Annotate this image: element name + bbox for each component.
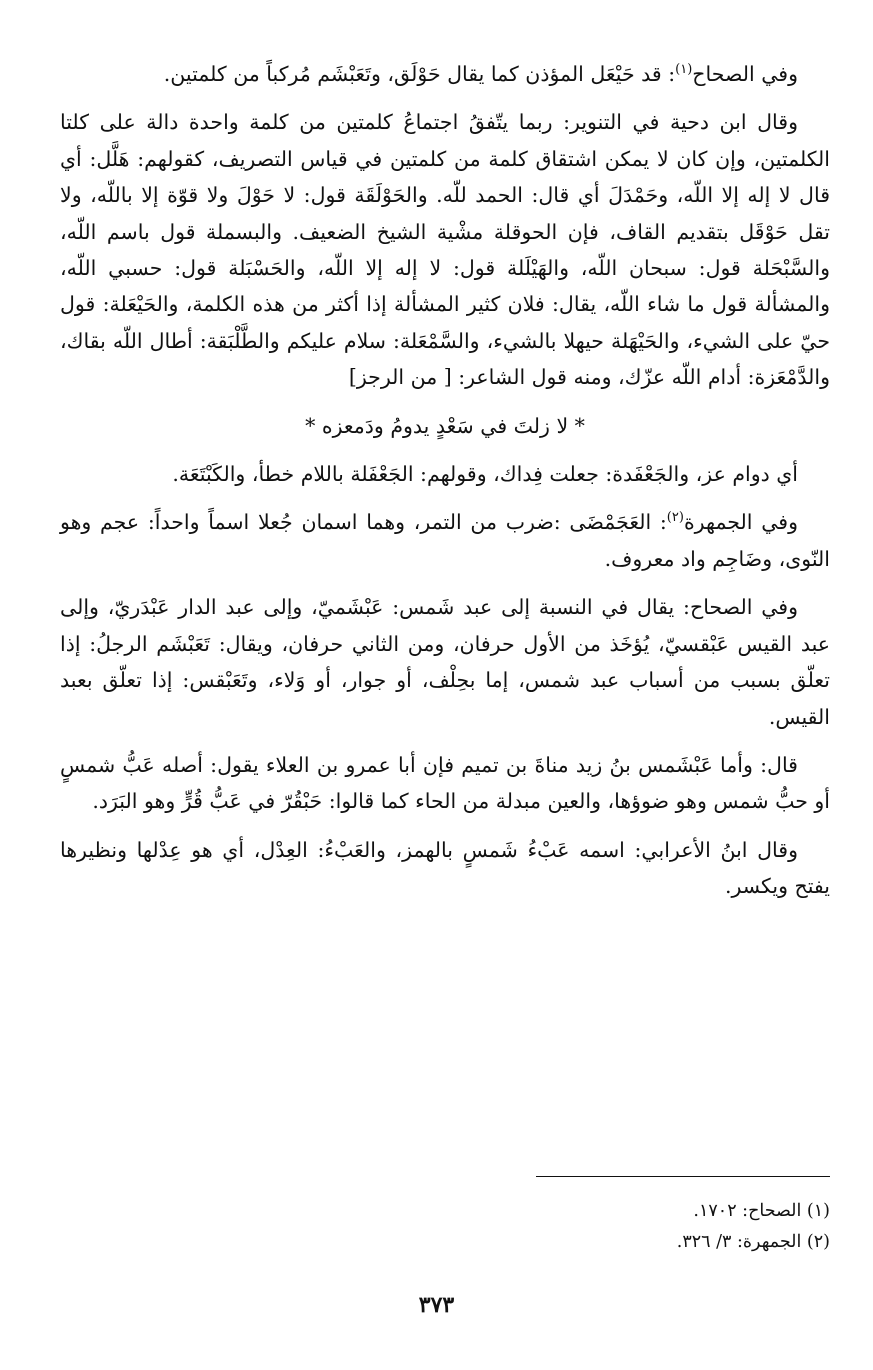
paragraph-abshams: قال: وأما عَبْشَمس بنُ زيد مناةَ بن تميم فإن أبا عمرو بن العلاء يقول: أصله عَبُّ شمسٍ أو حبُّ شمس وهو ضوؤها، والعين مبدلة من الحاء كما قالوا: حَبْقُرّ في عَبُّ قُرٍّ وهو البَرَد. <box>60 752 830 814</box>
paragraph-jafada: أي دوام عز، والجَعْفَدة: جعلت فِداك، وقولهم: الجَعْفَلة باللام خطأ، والكَبْتَعَة. <box>172 462 798 487</box>
paragraph-ibn-arabi: وقال ابنُ الأعرابي: اسمه عَبْءُ شَمسٍ بالهمز، والعَبْءُ: العِدْل، أي هو عِدْلها ونظيرها يفتح ويكسر. <box>60 837 830 899</box>
footnotes <box>60 1196 830 1258</box>
paragraph-nisba: وفي الصحاح: يقال في النسبة إلى عبد شَمس: عَبْشَميّ، وإلى عبد الدار عَبْدَريّ، وإلى عبد القيس عَبْقسيّ، يُؤخَذ من الأول حرفان، ومن الثاني حرفان، ويقال: تَعَبْشَم الرجلُ: إذا تعلّق بسبب من أسباب عبد شمس، إما بحِلْف، أو جوار، أو وَلاء، وتَعَبْقس: إذا تعلّق بعبد القيس. <box>60 595 830 729</box>
footnote-ref-2: (٢) <box>666 510 684 526</box>
main-text <box>60 56 830 917</box>
footnote-divider <box>536 1176 830 1177</box>
page-number: ٣٧٣ <box>418 1292 455 1318</box>
footnote-1: (١) الصحاح: ١٧٠٢. <box>693 1201 830 1221</box>
verse-line: * لا زلتَ في سَعْدٍ يدومُ ودَمعزه * <box>305 413 585 438</box>
paragraph-text-start: وفي الصحاح <box>692 62 798 86</box>
paragraph-text-end: : العَجَمْضَى :ضرب من التمر، وهما اسمان جُعلا اسماً واحداً: عجم وهو النّوى، وضَاجِم واد معروف. <box>60 510 830 571</box>
paragraph-text-end: : قد حَيْعَل المؤذن كما يقال حَوْلَق، وتَعَبْشَم مُركباً من كلمتين. <box>163 62 676 86</box>
paragraph-text-start: وفي الجمهرة <box>683 510 798 535</box>
footnote-2: (٢) الجمهرة: ٣/ ٣٢٦. <box>676 1232 830 1252</box>
footnote-ref-1: (١) <box>675 62 693 78</box>
paragraph-jamhara <box>60 504 830 577</box>
paragraph-sihah-hayal <box>60 56 830 92</box>
paragraph-ibn-dihya: وقال ابن دحية في التنوير: ربما يتّفقُ اجتماعُ كلمتين من كلمة واحدة دالة على كلتا الكلمتين، وإن كان لا يمكن اشتقاق كلمة من كلمتين في قياس التصريف، كقولهم: هَلَّل: أي قال لا إله إلا اللّه، وحَمْدَلَ أي قال: الحمد للّه. والحَوْلَقَة قول: لا حَوْلَ ولا قوّة إلا باللّه، ولا تقل حَوْقَل بتقديم القاف، فإن الحوقلة مشْية الشيخ الضعيف. والبسملة قول باسم اللّه، والسَّبْحَلة قول: سبحان اللّه، والهَيْلَلة قول: لا إله إلا اللّه، والحَسْبَلة قول: حسبي اللّه، والمشألة قول ما شاء اللّه، يقال: فلان كثير المشألة إذا أكثر من هذه الكلمة، والحَيْعَلة: قول حيّ على الشيء، والحَيْهَلة حيهلا بالشيء، والسَّمْعَلة: سلام عليكم والطَّلْبَقة: أطال اللّه بقاك، والدَّمْعَزة: أدام اللّه عزّك، ومنه قول الشاعر: [ من الرجز] <box>60 110 830 390</box>
